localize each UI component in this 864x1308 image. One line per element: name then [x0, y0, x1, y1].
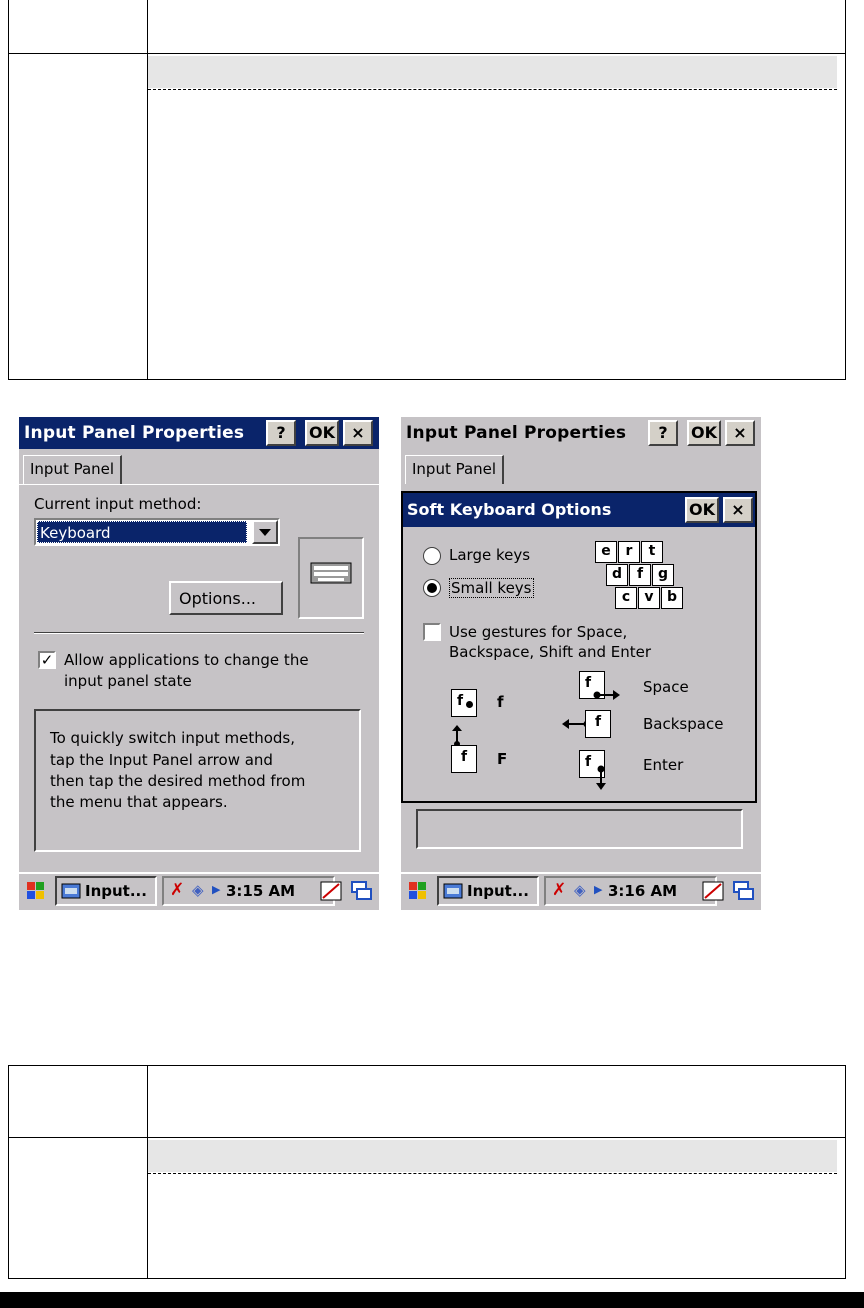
- top-table: [8, 0, 846, 380]
- check-icon: ✓: [40, 651, 54, 669]
- taskbar-task-button[interactable]: [55, 876, 157, 906]
- start-icon[interactable]: [23, 878, 49, 904]
- gesture-key: f: [595, 714, 602, 730]
- tab-panel-border: [19, 484, 379, 485]
- tray-arrow-icon[interactable]: ▶: [212, 883, 221, 896]
- info-line-4: the menu that appears.: [50, 793, 228, 811]
- key-preview: c: [615, 587, 637, 609]
- keyboard-preview: [298, 537, 364, 619]
- key-preview: d: [606, 564, 628, 586]
- key-preview: e: [595, 541, 617, 563]
- chevron-down-icon: [254, 522, 276, 542]
- taskbar: [401, 872, 761, 910]
- gesture-backspace-icon: [585, 710, 611, 738]
- gestures-label-line2[interactable]: Backspace, Shift and Enter: [449, 643, 652, 661]
- table-dashed-rule: [148, 1173, 837, 1174]
- gesture-space-label: Space: [643, 678, 689, 696]
- info-box-behind: [416, 809, 743, 849]
- ok-button[interactable]: OK: [687, 420, 721, 446]
- desktop-icon[interactable]: [731, 880, 757, 904]
- gesture-f-label: f: [497, 693, 504, 711]
- radio-selected-dot: [427, 583, 437, 593]
- input-panel-icon: [443, 883, 463, 899]
- options-button[interactable]: [169, 581, 283, 615]
- large-keys-radio[interactable]: [423, 547, 441, 565]
- method-selected-value: Keyboard: [37, 521, 247, 543]
- bottom-table: [8, 1065, 846, 1279]
- allow-label-line1: Allow applications to change the: [64, 651, 309, 669]
- key-preview: r: [618, 541, 640, 563]
- desktop-icon[interactable]: [349, 880, 375, 904]
- gestures-label-line1[interactable]: Use gestures for Space,: [449, 623, 628, 641]
- gesture-enter-label: Enter: [643, 756, 684, 774]
- gesture-key: f: [585, 675, 592, 691]
- close-button[interactable]: ×: [343, 420, 373, 446]
- start-icon[interactable]: [405, 878, 431, 904]
- dot-icon: [466, 701, 473, 708]
- info-line-3: then tap the desired method from: [50, 772, 306, 790]
- info-line-2: tap the Input Panel arrow and: [50, 751, 273, 769]
- gesture-tap-icon: [451, 689, 477, 717]
- method-label: Current input method:: [34, 495, 202, 513]
- dialog-title: Soft Keyboard Options: [407, 500, 612, 519]
- small-keys-label[interactable]: Small keys: [451, 579, 532, 597]
- gesture-key: f: [461, 749, 468, 765]
- input-method-icon[interactable]: [319, 880, 345, 904]
- system-tray: [162, 876, 335, 906]
- info-box: [34, 709, 361, 852]
- clock[interactable]: 3:15 AM: [226, 882, 296, 900]
- gesture-F-label: F: [497, 750, 508, 768]
- key-preview: t: [641, 541, 663, 563]
- dialog-close-button[interactable]: ×: [723, 497, 753, 523]
- keyboard-icon: [310, 561, 352, 585]
- help-button[interactable]: ?: [648, 420, 678, 446]
- network-disconnected-icon[interactable]: ✗: [170, 880, 185, 900]
- arrow-right-icon: [593, 689, 621, 701]
- options-button-label: Options...: [179, 589, 256, 608]
- key-preview: v: [638, 587, 660, 609]
- key-preview: f: [629, 564, 651, 586]
- close-button[interactable]: ×: [725, 420, 755, 446]
- task-label: Input...: [85, 882, 147, 900]
- gesture-key: f: [585, 754, 592, 770]
- gestures-checkbox[interactable]: [423, 623, 441, 641]
- clock[interactable]: 3:16 AM: [608, 882, 678, 900]
- arrow-up-icon: [451, 725, 463, 747]
- connection-icon[interactable]: ◈: [574, 881, 586, 899]
- table-row-divider: [9, 1137, 845, 1138]
- method-dropdown[interactable]: [34, 518, 280, 546]
- divider: [34, 632, 364, 634]
- task-label: Input...: [467, 882, 529, 900]
- tab-input-panel[interactable]: Input Panel: [23, 455, 122, 484]
- window-title: Input Panel Properties: [24, 423, 245, 443]
- allow-label-line2: input panel state: [64, 672, 192, 690]
- table-dashed-rule: [148, 89, 837, 90]
- table-shaded-header: [148, 1140, 837, 1172]
- key-preview: g: [652, 564, 674, 586]
- dialog-title-bar: [403, 493, 755, 527]
- tab-input-panel[interactable]: Input Panel: [405, 455, 504, 484]
- page-footer-bar: [0, 1292, 864, 1308]
- table-column-divider: [147, 1066, 148, 1278]
- connection-icon[interactable]: ◈: [192, 881, 204, 899]
- soft-keyboard-dialog: [401, 491, 757, 803]
- small-keys-radio[interactable]: [423, 579, 441, 597]
- ok-button[interactable]: OK: [305, 420, 339, 446]
- dropdown-arrow-button[interactable]: [252, 520, 278, 544]
- table-row-divider: [9, 53, 845, 54]
- window-title: Input Panel Properties: [406, 423, 627, 443]
- arrow-down-icon: [595, 765, 607, 791]
- allow-checkbox[interactable]: [38, 651, 56, 669]
- title-bar: [401, 417, 761, 449]
- right-screenshot: [401, 417, 761, 910]
- title-bar: [19, 417, 379, 449]
- gesture-backspace-label: Backspace: [643, 715, 724, 733]
- taskbar: [19, 872, 379, 910]
- input-panel-icon: [61, 883, 81, 899]
- left-screenshot: [19, 417, 379, 910]
- system-tray: [544, 876, 717, 906]
- network-disconnected-icon[interactable]: ✗: [552, 880, 567, 900]
- info-line-1: To quickly switch input methods,: [50, 729, 296, 747]
- large-keys-label[interactable]: Large keys: [449, 546, 531, 564]
- dialog-ok-button[interactable]: OK: [685, 497, 719, 523]
- gesture-key: f: [457, 693, 464, 709]
- gesture-shift-icon: [451, 745, 477, 773]
- help-button[interactable]: ?: [266, 420, 296, 446]
- key-preview: b: [661, 587, 683, 609]
- input-method-icon[interactable]: [701, 880, 727, 904]
- tray-arrow-icon[interactable]: ▶: [594, 883, 603, 896]
- taskbar-task-button[interactable]: [437, 876, 539, 906]
- table-shaded-header: [148, 56, 837, 88]
